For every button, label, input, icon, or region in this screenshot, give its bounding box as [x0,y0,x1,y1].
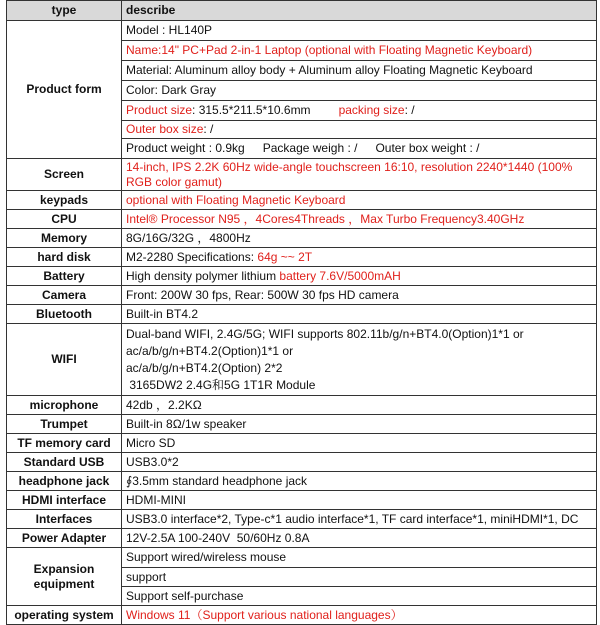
camera-value: Front: 200W 30 fps, Rear: 500W 30 fps HD camera [122,286,597,305]
hard-disk-range: 64g ~~ 2T [257,249,313,264]
table-row [7,324,597,396]
header-type: type [7,1,122,21]
hard-disk-prefix: M2-2280 Specifications: [126,249,258,264]
product-form-label: Product form [7,21,122,159]
table-row [7,248,597,267]
spec-sheet [6,0,596,625]
wifi-label: WIFI [7,324,122,396]
battery-cell [122,267,597,286]
standard-usb-value: USB3.0*2 [122,453,597,472]
os-value: Windows 11（Support various national languages） [122,606,597,625]
table-row [7,286,597,305]
table-row [7,491,597,510]
headphone-label: headphone jack [7,472,122,491]
table-row [7,606,597,625]
cpu-value: Intel® Processor N95 ，4Cores4Threads ，Max Turbo Frequency3.40GHz [122,210,597,229]
interfaces-value: USB3.0 interface*2, Type-c*1 audio interface*1, TF card interface*1, miniHDMI*1, DC [122,510,597,529]
packing-size-label: packing size [338,103,405,117]
expansion-item: Support wired/wireless mouse [122,548,597,568]
hdmi-value: HDMI-MINI [122,491,597,510]
os-label: operating system [7,606,122,625]
packing-size-value: : / [404,103,415,117]
outer-box-cell [122,121,597,139]
wifi-line-4: 3165DW2 2.4G和5G 1T1R Module [126,377,316,392]
table-row [7,191,597,210]
power-adapter-value: 12V-2.5A 100-240V 50/60Hz 0.8A [122,529,597,548]
table-header-row [7,1,597,21]
standard-usb-label: Standard USB [7,453,122,472]
package-weight: Package weigh : / [262,141,358,155]
trumpet-label: Trumpet [7,415,122,434]
name-value: Name:14" PC+Pad 2-in-1 Laptop (optional with Floating Magnetic Keyboard) [122,41,597,61]
table-row [7,267,597,286]
product-size-value: : 315.5*211.5*10.6mm [192,103,311,117]
product-size-label: Product size [126,103,193,117]
headphone-value: ∮3.5mm standard headphone jack [122,472,597,491]
table-row [7,21,597,41]
color-value: Color: Dark Gray [122,81,597,101]
bluetooth-value: Built-in BT4.2 [122,305,597,324]
table-row [7,305,597,324]
material-value: Material: Aluminum alloy body + Aluminum alloy Floating Magnetic Keyboard [122,61,597,81]
outer-box-size-value: : / [203,122,214,136]
model-value: Model : HL140P [122,21,597,41]
camera-label: Camera [7,286,122,305]
battery-label: Battery [7,267,122,286]
screen-label: Screen [7,159,122,191]
battery-prefix: High density polymer lithium [126,268,280,283]
expansion-item: support [122,568,597,587]
wifi-line-2: ac/a/b/g/n+BT4.2(Option)1*1 or [126,343,294,358]
interfaces-label: Interfaces [7,510,122,529]
wifi-line-3: ac/a/b/g/n+BT4.2(Option) 2*2 [126,360,283,375]
screen-value: 14-inch, IPS 2.2K 60Hz wide-angle touchscreen 16:10, resolution 2240*1440 (100% RGB color gamut) [122,159,597,191]
keypads-value: optional with Floating Magnetic Keyboard [122,191,597,210]
hdmi-label: HDMI interface [7,491,122,510]
battery-spec: battery 7.6V/5000mAH [279,268,401,283]
microphone-label: microphone [7,396,122,415]
header-describe: describe [122,1,597,21]
tf-card-value: Micro SD [122,434,597,453]
microphone-value: 42db ，2.2KΩ [122,396,597,415]
table-row [7,548,597,568]
trumpet-value: Built-in 8Ω/1w speaker [122,415,597,434]
table-row [7,396,597,415]
table-row [7,159,597,191]
power-adapter-label: Power Adapter [7,529,122,548]
expansion-label: Expansion equipment [7,548,122,606]
hard-disk-cell [122,248,597,267]
table-row [7,210,597,229]
spec-table [6,0,597,625]
wifi-cell [122,324,597,396]
tf-card-label: TF memory card [7,434,122,453]
table-row [7,229,597,248]
table-row [7,472,597,491]
product-weight: Product weight : 0.9kg [126,141,245,155]
table-row [7,453,597,472]
hard-disk-label: hard disk [7,248,122,267]
bluetooth-label: Bluetooth [7,305,122,324]
table-row [7,415,597,434]
table-row [7,510,597,529]
outer-box-weight: Outer box weight : / [375,141,480,155]
expansion-item: Support self-purchase [122,587,597,606]
table-row [7,529,597,548]
weight-cell [122,139,597,159]
keypads-label: keypads [7,191,122,210]
size-cell [122,101,597,121]
memory-label: Memory [7,229,122,248]
cpu-label: CPU [7,210,122,229]
outer-box-size-label: Outer box size [126,122,204,136]
memory-value: 8G/16G/32G ，4800Hz [122,229,597,248]
table-row [7,434,597,453]
wifi-line-1: Dual-band WIFI, 2.4G/5G; WIFI supports 802.11b/g/n+BT4.0(Option)1*1 or [126,326,524,341]
